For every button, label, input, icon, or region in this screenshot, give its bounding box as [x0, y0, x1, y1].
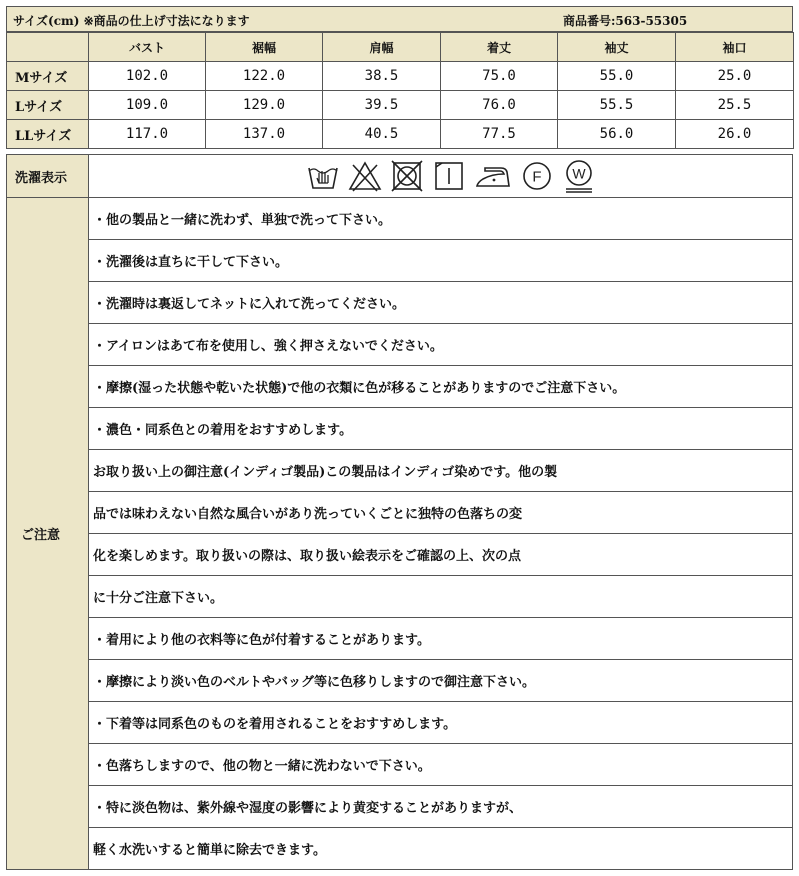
- product-number: 商品番号:563-55305: [563, 14, 688, 28]
- list-item: ・下着等は同系色のものを着用されることをおすすめします。: [89, 702, 792, 744]
- table-cell: 56.0: [558, 120, 676, 149]
- column-header: 裾幅: [206, 33, 323, 62]
- dry-clean-f-icon: [520, 159, 554, 193]
- iron-low-icon: [474, 159, 512, 193]
- table-cell: 129.0: [206, 91, 323, 120]
- table-cell: 122.0: [206, 62, 323, 91]
- washing-row: [6, 154, 793, 198]
- table-cell: 77.5: [441, 120, 558, 149]
- table-cell: 76.0: [441, 91, 558, 120]
- row-label: LLサイズ: [7, 120, 89, 149]
- table-row: [7, 91, 794, 120]
- notes-list: [89, 198, 792, 869]
- table-cell: 26.0: [676, 120, 794, 149]
- table-cell: 137.0: [206, 120, 323, 149]
- table-cell: 75.0: [441, 62, 558, 91]
- size-table-header-row: [7, 33, 794, 62]
- size-header: [6, 6, 793, 32]
- list-item: 品では味わえない自然な風合いがあり洗っていくごとに独特の色落ちの変: [89, 492, 792, 534]
- table-cell: 38.5: [323, 62, 441, 91]
- table-cell: 25.0: [676, 62, 794, 91]
- list-item: に十分ご注意下さい。: [89, 576, 792, 618]
- table-cell: 40.5: [323, 120, 441, 149]
- notes-label: ご注意: [7, 198, 89, 869]
- list-item: ・アイロンはあて布を使用し、強く押さえないでください。: [89, 324, 792, 366]
- column-header: 肩幅: [323, 33, 441, 62]
- no-tumble-dry-icon: [390, 159, 424, 193]
- row-label: Mサイズ: [7, 62, 89, 91]
- wet-clean-letter: W: [571, 165, 586, 182]
- size-title: サイズ(cm) ※商品の仕上げ寸法になります: [13, 14, 250, 28]
- list-item: 軽く水洗いすると簡単に除去できます。: [93, 843, 326, 858]
- list-item: ・摩擦(湿った状態や乾いた状態)で他の衣類に色が移ることがありますのでご注意下さい。: [89, 366, 792, 408]
- list-item: ・色落ちしますので、他の物と一緒に洗わないで下さい。: [89, 744, 792, 786]
- table-cell: 117.0: [89, 120, 206, 149]
- no-bleach-icon: [348, 159, 382, 193]
- dry-clean-letter: F: [531, 168, 542, 186]
- table-cell: 55.0: [558, 62, 676, 91]
- notes-section: [6, 197, 793, 870]
- washing-icons: [89, 155, 792, 197]
- list-item: ・濃色・同系色との着用をおすすめします。: [89, 408, 792, 450]
- table-cell: 25.5: [676, 91, 794, 120]
- table-cell: 109.0: [89, 91, 206, 120]
- list-item: ・着用により他の衣料等に色が付着することがあります。: [89, 618, 792, 660]
- list-item: ・他の製品と一緒に洗わず、単独で洗って下さい。: [89, 198, 792, 240]
- row-label: Lサイズ: [7, 91, 89, 120]
- table-cell: 55.5: [558, 91, 676, 120]
- size-table: [6, 32, 794, 149]
- list-item: お取り扱い上の御注意(インディゴ製品)この製品はインディゴ染めです。他の製: [89, 450, 792, 492]
- table-row: [7, 120, 794, 149]
- list-item: ・摩擦により淡い色のベルトやバッグ等に色移りしますので御注意下さい。: [89, 660, 792, 702]
- column-header: 袖口: [676, 33, 794, 62]
- table-cell: 39.5: [323, 91, 441, 120]
- wet-clean-w-icon: [562, 158, 596, 194]
- column-header-empty: [7, 33, 89, 62]
- list-item: ・洗濯時は裏返してネットに入れて洗ってください。: [89, 282, 792, 324]
- table-cell: 102.0: [89, 62, 206, 91]
- washing-label: 洗濯表示: [7, 155, 89, 197]
- column-header: バスト: [89, 33, 206, 62]
- table-row: [7, 62, 794, 91]
- line-dry-icon: [432, 159, 466, 193]
- list-item: ・洗濯後は直ちに干して下さい。: [89, 240, 792, 282]
- list-item: 化を楽しめます。取り扱いの際は、取り扱い絵表示をご確認の上、次の点: [89, 534, 792, 576]
- hand-wash-icon: [306, 159, 340, 193]
- column-header: 袖丈: [558, 33, 676, 62]
- list-item: ・特に淡色物は、紫外線や湿度の影響により黄変することがありますが、: [89, 786, 792, 828]
- column-header: 着丈: [441, 33, 558, 62]
